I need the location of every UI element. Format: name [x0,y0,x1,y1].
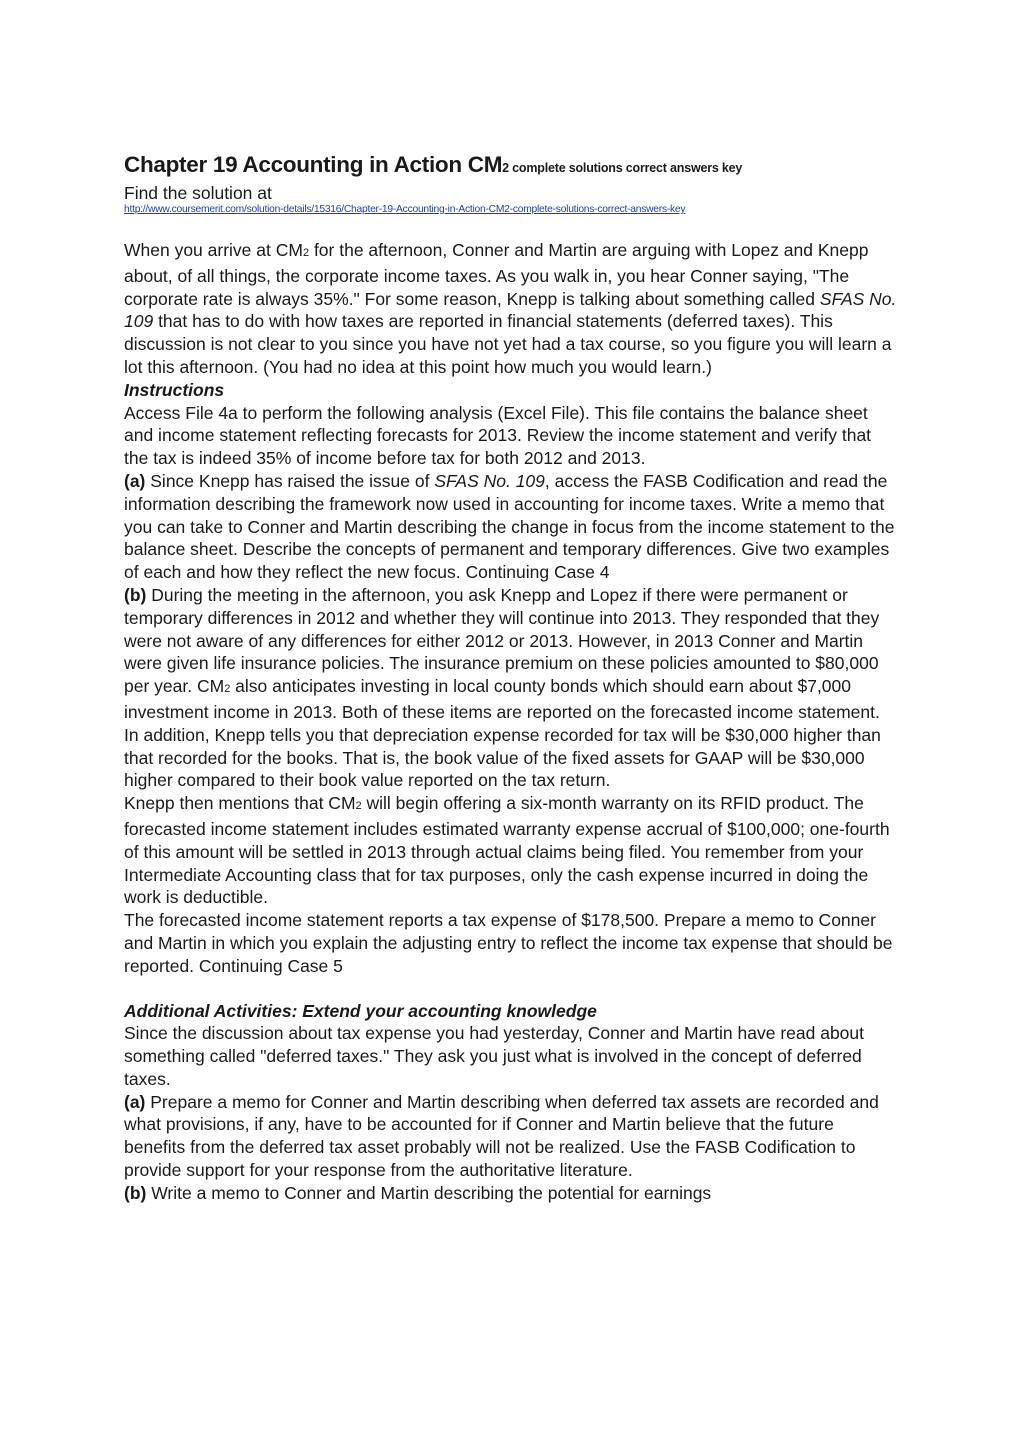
title-suffix: 2 complete solutions correct answers key [502,161,743,175]
document-title [124,146,899,183]
instructions-paragraph: Access File 4a to perform the following analysis (Excel File). This file contains the balance sheet and income statement reflecting forecasts for 2013. Review the income statement and verify that the tax is indeed 35% of income before tax for both 2012 and 2013. [124,402,872,469]
spacer [124,217,899,239]
additional-part-b-paragraph: (b) Write a memo to Conner and Martin describing the potential for earnings [124,1182,712,1203]
additional-part-b-label: (b) [124,1182,147,1203]
document-page [124,146,899,1205]
warranty-paragraph: Knepp then mentions that CM2 will begin offering a six-month warranty on its RFID product. The forecasted income statement includes estimated warranty expense accrual of $100,000; one-fourth of this amount will be settled in 2013 through actual claims being filed. You remember from your Intermediate Accounting class that for tax purposes, only the cash expense incurred in doing the work is deductible. [124,793,890,908]
sfas-reference: SFAS No. 109 [434,470,545,491]
additional-activities-heading: Additional Activities: Extend your accounting knowledge [124,1000,597,1021]
part-a-label: (a) [124,470,146,491]
instructions-heading: Instructions [124,379,225,400]
tax-expense-paragraph: The forecasted income statement reports a tax expense of $178,500. Prepare a memo to Conner and Martin in which you explain the adjusting entry to reflect the income tax expense that should be reported. Continuing Case 5 [124,910,893,976]
part-b-paragraph: (b) During the meeting in the afternoon, you ask Knepp and Lopez if there were permanent or temporary differences in 2012 and whether they will continue into 2013. They responded that they were not aware of any differences for either 2012 or 2013. However, in 2013 Conner and Martin were given life insurance policies. The insurance premium on these policies amounted to $80,000 per year. CM2 also anticipates investing in local county bonds which should earn about $7,000 investment income in 2013. Both of these items are reported on the forecasted income statement. In addition, Knepp tells you that depreciation expense recorded for tax will be $30,000 higher than that recorded for the books. That is, the book value of the fixed assets for GAAP will be $30,000 higher compared to their book value reported on the tax return. [124,584,881,791]
solution-link[interactable]: http://www.coursemerit.com/solution-details/15316/Chapter-19-Accounting-in-Action-CM2-complete-solutions-correct-answers-key [124,204,686,215]
additional-part-a-paragraph: (a) Prepare a memo for Conner and Martin describing when deferred tax assets are recorded and what provisions, if any, have to be accounted for if Conner and Martin believe that the future benefits from the deferred tax asset probably will not be realized. Use the FASB Codification to provide support for your response from the authoritative literature. [124,1091,879,1181]
part-b-label: (b) [124,584,147,605]
intro-paragraph: When you arrive at CM2 for the afternoon, Conner and Martin are arguing with Lopez and Knepp about, of all things, the corporate income taxes. As you walk in, you hear Conner saying, "The corporate rate is always 35%." For some reason, Knepp is talking about something called SFAS No. 109 that has to do with how taxes are reported in financial statements (deferred taxes). This discussion is not clear to you since you have not yet had a tax course, so you figure you will learn a lot this afternoon. (You had no idea at this point how much you would learn.) [124,240,897,377]
additional-activities-paragraph: Since the discussion about tax expense you had yesterday, Conner and Martin have read about something called "deferred taxes." They ask you just what is involved in the concept of deferred taxes. [124,1023,865,1089]
spacer [124,978,899,1000]
find-solution-text: Find the solution at [124,183,272,203]
additional-part-a-label: (a) [124,1091,146,1112]
sfas-reference: SFAS No. 109 [124,288,897,332]
title-main: Chapter 19 Accounting in Action CM [124,152,503,177]
part-a-paragraph: (a) Since Knepp has raised the issue of SFAS No. 109, access the FASB Codification and read the information describing the framework now used in accounting for income taxes. Write a memo that you can take to Conner and Martin describing the change in focus from the income statement to the balance sheet. Describe the concepts of permanent and temporary differences. Give two examples of each and how they reflect the new focus. Continuing Case 4 [124,470,895,583]
